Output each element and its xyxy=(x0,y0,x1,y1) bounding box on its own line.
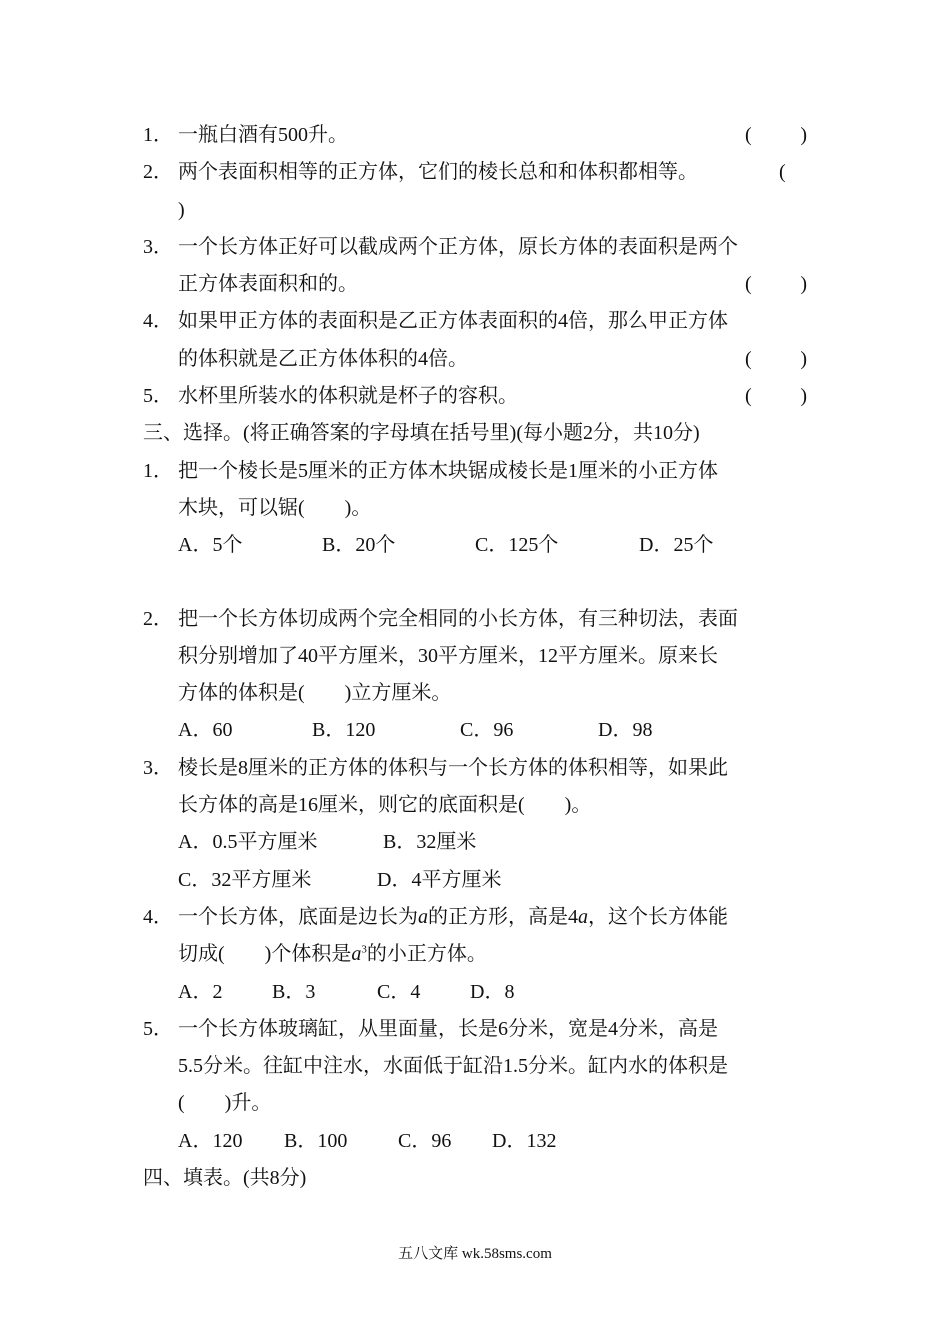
answer-blank[interactable]: ( ) xyxy=(745,273,807,296)
option-c[interactable]: C．32平方厘米 xyxy=(178,868,312,891)
choice-options-3-row1 xyxy=(143,824,807,861)
item-text: 如果甲正方体的表面积是乙正方体表面积的4倍，那么甲正方体 xyxy=(178,310,728,333)
choice-options-3-row2 xyxy=(143,862,807,899)
option-c[interactable]: C．125个 xyxy=(475,534,559,557)
section-heading-choice xyxy=(143,415,807,452)
item-text: 水杯里所装水的体积就是杯子的容积。 xyxy=(178,385,518,408)
choice-item-3-cont xyxy=(143,787,807,824)
option-b[interactable]: B．32厘米 xyxy=(383,831,477,854)
choice-item-5-cont xyxy=(143,1048,807,1085)
choice-item-2 xyxy=(143,601,807,638)
option-a[interactable]: A．0.5平方厘米 xyxy=(178,831,318,854)
item-text: ( )升。 xyxy=(178,1092,272,1115)
variable-a: a xyxy=(418,905,428,928)
option-a[interactable]: A．120 xyxy=(178,1129,243,1152)
item-text: 棱长是8厘米的正方体的体积与一个长方体的体积相等，如果此 xyxy=(178,756,728,779)
item-text: 积分别增加了40平方厘米，30平方厘米，12平方厘米。原来长 xyxy=(178,644,718,667)
item-text: 把一个棱长是5厘米的正方体木块锯成棱长是1厘米的小正方体 xyxy=(178,459,718,482)
item-text: 方体的体积是( )立方厘米。 xyxy=(178,682,452,705)
choice-item-1 xyxy=(143,453,807,490)
judge-item-2 xyxy=(143,154,807,191)
item-text: 一个长方体正好可以截成两个正方体，原长方体的表面积是两个 xyxy=(178,235,738,258)
item-text: 一瓶白酒有500升。 xyxy=(178,124,348,146)
option-a[interactable]: A．5个 xyxy=(178,534,243,557)
answer-blank[interactable]: ( ) xyxy=(745,124,807,146)
item-text: 5.5分米。往缸中注水，水面低于缸沿1.5分米。缸内水的体积是 xyxy=(178,1055,728,1078)
item-text: 长方体的高是16厘米，则它的底面积是( )。 xyxy=(178,794,592,817)
exponent: 3 xyxy=(361,943,367,956)
item-number: 1． xyxy=(143,459,173,482)
option-c[interactable]: C．96 xyxy=(460,719,514,742)
judge-item-3-cont xyxy=(143,266,807,303)
choice-item-4-cont xyxy=(143,936,807,973)
choice-options-4 xyxy=(143,974,807,1011)
choice-item-5 xyxy=(143,1011,807,1048)
item-number: 2． xyxy=(143,607,173,630)
choice-item-5-cont2 xyxy=(143,1085,807,1122)
option-d[interactable]: D．8 xyxy=(470,980,515,1003)
answer-blank[interactable]: ( ) xyxy=(745,385,807,408)
judge-item-1 xyxy=(143,117,807,154)
judge-item-5 xyxy=(143,378,807,415)
option-d[interactable]: D．98 xyxy=(598,719,653,742)
item-number: 4． xyxy=(143,905,173,928)
choice-options-5 xyxy=(143,1123,807,1160)
item-number: 1． xyxy=(143,124,173,146)
item-number: 4． xyxy=(143,310,173,333)
option-b[interactable]: B．100 xyxy=(284,1129,348,1152)
choice-item-2-cont2 xyxy=(143,675,807,712)
item-text: 两个表面积相等的正方体，它们的棱长总和和体积都相等。 xyxy=(178,161,698,184)
answer-blank-close: ) xyxy=(178,198,185,221)
option-d[interactable]: D．25个 xyxy=(639,534,714,557)
section-heading-table xyxy=(143,1160,807,1197)
choice-options-1 xyxy=(143,527,807,564)
option-c[interactable]: C．4 xyxy=(377,980,421,1003)
choice-item-4 xyxy=(143,899,807,936)
choice-options-2 xyxy=(143,712,807,749)
variable-a: a xyxy=(351,943,362,966)
option-b[interactable]: B．120 xyxy=(312,719,376,742)
option-b[interactable]: B．20个 xyxy=(322,534,396,557)
answer-blank-open[interactable]: ( xyxy=(779,161,786,184)
item-text: 木块，可以锯( )。 xyxy=(178,496,372,519)
item-text: 正方体表面积和的。 xyxy=(178,273,358,296)
item-number: 2． xyxy=(143,161,173,184)
item-text: 切成( )个体积是$a^3$的小正方体。 xyxy=(178,943,487,966)
item-text: 把一个长方体切成两个完全相同的小长方体，有三种切法，表面 xyxy=(178,607,738,630)
judge-item-3 xyxy=(143,229,807,266)
spacer xyxy=(143,565,807,601)
judge-item-2-cont xyxy=(143,192,807,229)
option-b[interactable]: B．3 xyxy=(272,980,316,1003)
option-d[interactable]: D．4平方厘米 xyxy=(377,868,502,891)
section-title: 四、填表。(共8分) xyxy=(143,1167,307,1190)
option-a[interactable]: A．2 xyxy=(178,980,223,1003)
item-text: 一个长方体，底面是边长为a的正方形，高是4a，这个长方体能 xyxy=(178,905,728,928)
choice-item-2-cont xyxy=(143,638,807,675)
option-a[interactable]: A．60 xyxy=(178,719,233,742)
judge-item-4-cont xyxy=(143,341,807,378)
option-d[interactable]: D．132 xyxy=(492,1129,557,1152)
option-c[interactable]: C．96 xyxy=(398,1129,452,1152)
item-number: 3． xyxy=(143,756,173,779)
page-content xyxy=(143,117,807,1197)
judge-item-4 xyxy=(143,303,807,340)
item-number: 3． xyxy=(143,235,173,258)
item-text: 的体积就是乙正方体体积的4倍。 xyxy=(178,347,468,370)
variable-a: a xyxy=(578,905,588,928)
choice-item-3 xyxy=(143,750,807,787)
item-number: 5． xyxy=(143,385,173,408)
answer-blank[interactable]: ( ) xyxy=(745,347,807,370)
item-text: 一个长方体玻璃缸，从里面量，长是6分米，宽是4分米，高是 xyxy=(178,1017,718,1040)
choice-item-1-cont xyxy=(143,490,807,527)
section-title: 三、选择。(将正确答案的字母填在括号里)(每小题2分，共10分) xyxy=(143,422,700,445)
item-number: 5． xyxy=(143,1017,173,1040)
page-footer: 五八文库 wk.58sms.com xyxy=(398,1246,552,1262)
